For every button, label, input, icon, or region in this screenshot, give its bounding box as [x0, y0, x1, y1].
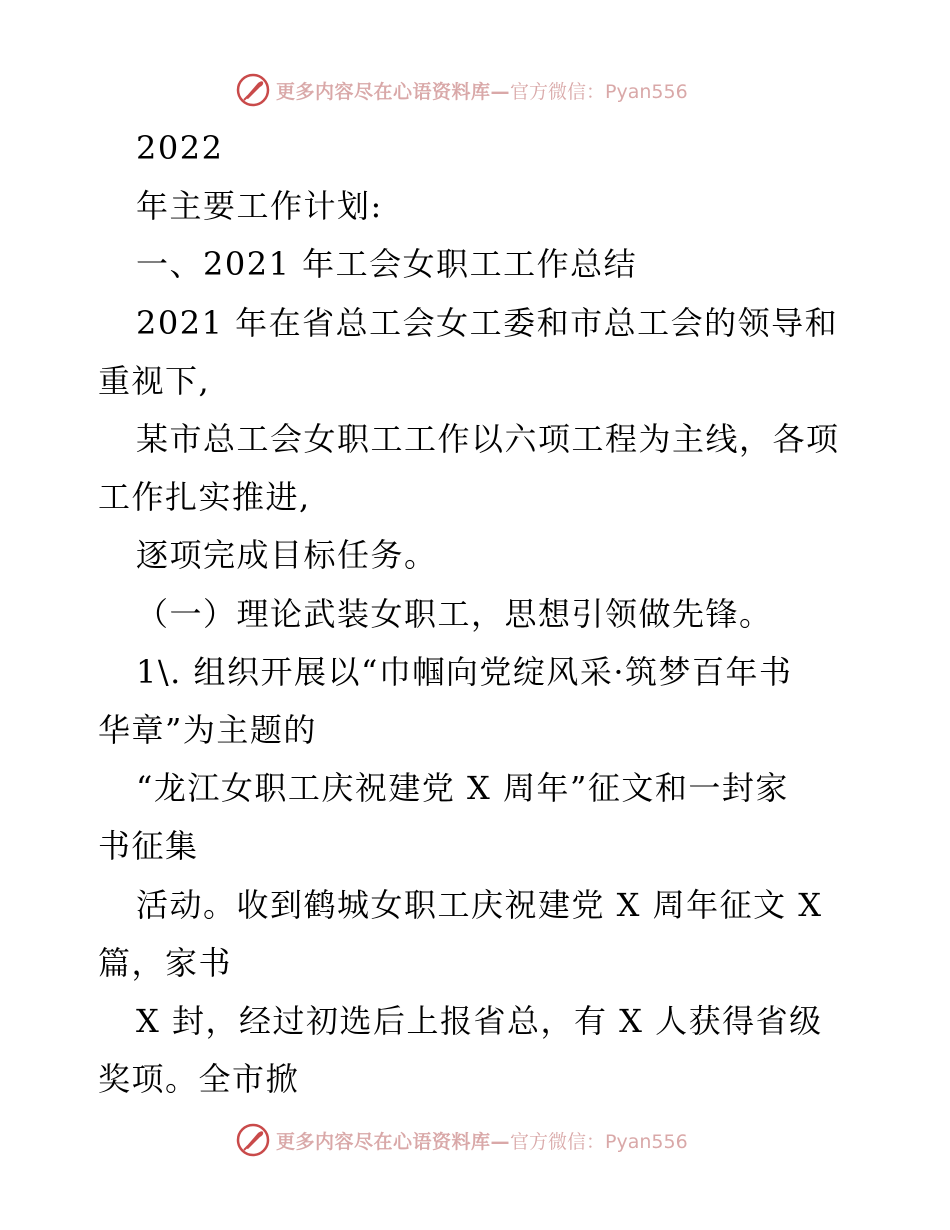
- text-line: 逐项完成目标任务。: [136, 536, 438, 574]
- text-line: 年主要工作计划:: [136, 187, 383, 225]
- watermark-wechat: 官方微信：Pyan556: [510, 1130, 688, 1153]
- text-line: “龙江女职工庆祝建党 X 周年”征文和一封家: [136, 769, 789, 807]
- watermark-text: 更多内容尽在心语资料库—: [276, 1130, 511, 1153]
- text-line: 书征集: [98, 827, 199, 865]
- text-line: 一、2021 年工会女职工工作总结: [136, 245, 638, 283]
- watermark-header: [236, 70, 756, 110]
- watermark-text: 更多内容尽在心语资料库—: [276, 80, 511, 103]
- watermark-footer: [236, 1120, 756, 1160]
- text-line: 2022: [136, 129, 224, 167]
- quill-pen-logo-icon: [236, 1123, 270, 1157]
- watermark-wechat: 官方微信：Pyan556: [510, 80, 688, 103]
- text-line: 华章”为主题的: [98, 711, 317, 749]
- text-line: 1\. 组织开展以“巾帼向党绽风采·筑梦百年书: [136, 653, 793, 691]
- text-line: X 封，经过初选后上报省总，有 X 人获得省级: [136, 1002, 823, 1040]
- quill-pen-logo-icon: [236, 73, 270, 107]
- text-line: 篇，家书: [98, 944, 233, 982]
- text-line: 2021 年在省总工会女工委和市总工会的领导和: [136, 304, 839, 342]
- text-line: 重视下,: [98, 362, 211, 400]
- text-line: 奖项。全市掀: [98, 1060, 300, 1098]
- text-line: 活动。收到鹤城女职工庆祝建党 X 周年征文 X: [136, 886, 823, 924]
- text-line: 工作扎实推进,: [98, 478, 311, 516]
- text-line: （一）理论武装女职工，思想引领做先锋。: [136, 595, 773, 633]
- text-line: 某市总工会女职工工作以六项工程为主线，各项: [136, 420, 840, 458]
